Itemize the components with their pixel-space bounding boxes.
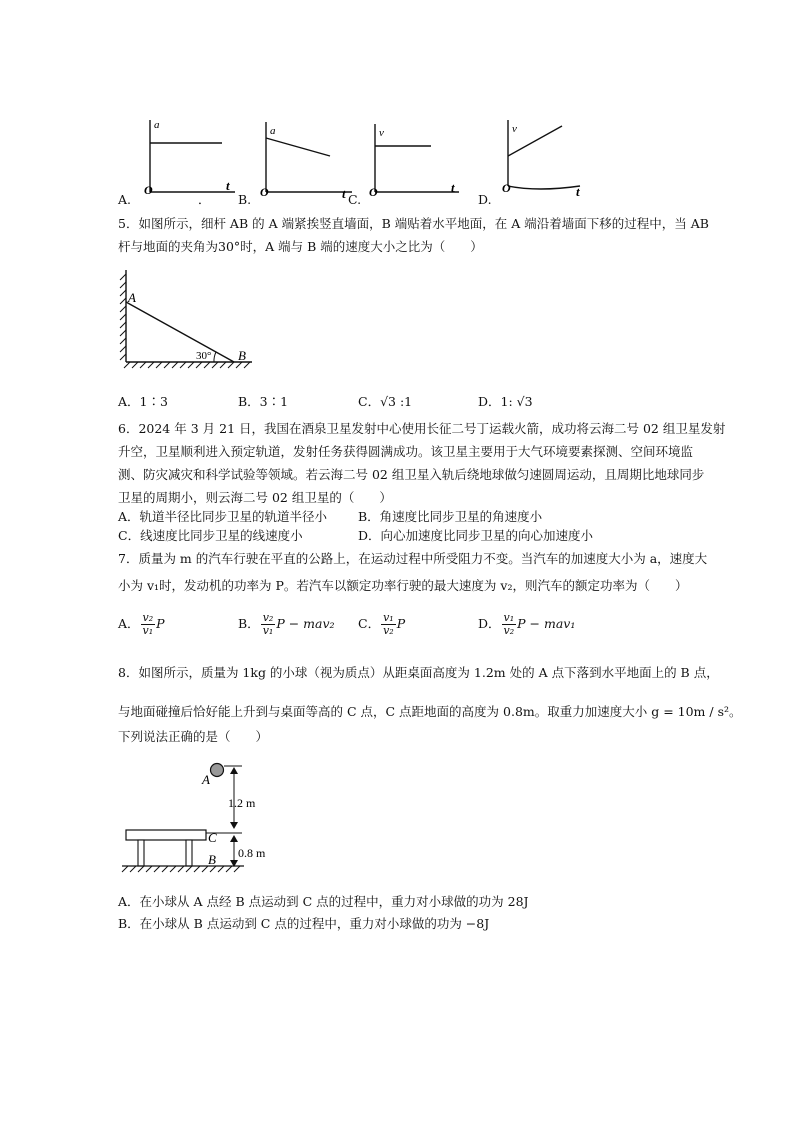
q7-option-b	[238, 612, 335, 637]
q4-option-c-letter: C.	[348, 192, 362, 207]
q7c-tail: P	[396, 616, 406, 631]
q4-graph-a	[140, 112, 240, 208]
q7d-fraction	[502, 612, 517, 637]
q5-figure	[116, 268, 256, 372]
q8-height-1: 1.2 m	[228, 796, 256, 810]
q7c-num: v₁	[383, 611, 394, 624]
q7a-den: v₁	[142, 624, 154, 637]
q6-stem-line3: 测、防灾减灾和科学试验等领域。若云海二号 02 组卫星入轨后绕地球做匀速圆周运动，且周期比地球同步	[118, 467, 705, 482]
q7a-fraction	[141, 612, 156, 637]
q6-stem-line4: 卫星的周期小，则云海二号 02 组卫星的（ ）	[118, 490, 392, 505]
q7d-num: v₁	[503, 611, 515, 624]
q4a-y-label: a	[154, 119, 160, 131]
q4-graph-c	[365, 120, 465, 208]
q5-option-b: B．3∶1	[238, 394, 289, 409]
q7-option-c	[358, 612, 405, 637]
q4-option-a-letter: A.	[118, 192, 132, 207]
q8-label-b: B	[208, 852, 216, 867]
q8-label-a: A	[202, 772, 210, 787]
q8-figure	[120, 756, 300, 878]
q7d-den: v₂	[503, 624, 515, 637]
q7a-num: v₂	[142, 611, 154, 624]
q7d-letter: D．	[478, 616, 501, 631]
q6-stem-line2: 升空，卫星顺利进入预定轨道，发射任务获得圆满成功。该卫星主要用于大气环境要素探测、空间环境监	[118, 444, 694, 459]
q7-option-a	[118, 612, 165, 637]
q4b-x-label: t	[342, 186, 346, 201]
q6-option-b: B．角速度比同步卫星的角速度小	[358, 509, 543, 524]
q6-option-c: C．线速度比同步卫星的线速度小	[118, 528, 303, 543]
q4c-origin: O	[369, 185, 378, 199]
q7c-fraction	[381, 612, 396, 637]
q5-option-d: D．1: √3	[478, 394, 533, 409]
q7-stem-line2: 小为 v₁时，发动机的功率为 P。若汽车以额定功率行驶的最大速度为 v₂，则汽车的额定功率为（ ）	[118, 578, 688, 593]
q4d-x-label: t	[576, 184, 580, 199]
q4-option-a-dot: ．	[198, 192, 211, 207]
q5-option-c: C．√3 :1	[358, 394, 413, 409]
q4-graph-b	[256, 118, 356, 208]
q4d-y-label: v	[512, 123, 517, 135]
q4a-origin: O	[144, 183, 153, 197]
q5-stem-line2: 杆与地面的夹角为30°时，A 端与 B 端的速度大小之比为（ ）	[118, 239, 483, 254]
q6-option-a: A．轨道半径比同步卫星的轨道半径小	[118, 509, 328, 524]
q8-option-b: B．在小球从 B 点运动到 C 点的过程中，重力对小球做的功为 −8J	[118, 916, 490, 931]
ball-icon	[211, 764, 224, 777]
q5-label-a: A	[128, 290, 136, 305]
q7b-fraction	[261, 612, 276, 637]
q8-stem-line1: 8．如图所示，质量为 1kg 的小球（视为质点）从距桌面高度为 1.2m 处的 A 点下落到水平地面上的 B 点，	[118, 665, 719, 680]
q4-option-d-letter: D.	[478, 192, 492, 207]
q5-angle-label: 30°	[196, 350, 212, 362]
q4-graph-d	[498, 116, 590, 202]
q8-option-a: A．在小球从 A 点经 B 点运动到 C 点的过程中，重力对小球做的功为 28J	[118, 894, 529, 909]
q7d-tail: P − mav₁	[517, 616, 576, 631]
q7-stem-line1: 7．质量为 m 的汽车行驶在平直的公路上，在运动过程中所受阻力不变。当汽车的加速度大小为 a，速度大	[118, 551, 708, 566]
q8-stem-line3: 下列说法正确的是（ ）	[118, 729, 269, 744]
q4b-y-label: a	[270, 125, 276, 137]
q8-stem-line2: 与地面碰撞后恰好能上升到与桌面等高的 C 点，C 点距地面的高度为 0.8m。取重力加速度大小 g = 10m / s²。	[118, 704, 742, 719]
q8-height-2: 0.8 m	[238, 846, 266, 860]
q7a-letter: A．	[118, 616, 140, 631]
q7c-den: v₂	[383, 624, 394, 637]
q7b-tail: P − mav₂	[276, 616, 335, 631]
q7c-letter: C．	[358, 616, 381, 631]
q4c-x-label: t	[451, 180, 455, 195]
q4-option-b-letter: B.	[238, 192, 252, 207]
q4c-y-label: v	[379, 127, 384, 139]
q6-stem-line1: 6．2024 年 3 月 21 日，我国在酒泉卫星发射中心使用长征二号丁运载火箭，成功将云海二号 02 组卫星发射	[118, 421, 726, 436]
q4b-origin: O	[260, 185, 269, 199]
q7b-num: v₂	[262, 611, 274, 624]
q7-option-d	[478, 612, 575, 637]
q5-stem-line1: 5．如图所示，细杆 AB 的 A 端紧挨竖直墙面，B 端贴着水平地面，在 A 端沿着墙面下移的过程中，当 AB	[118, 216, 709, 231]
q8-label-c: C	[208, 830, 217, 845]
q7b-den: v₁	[262, 624, 274, 637]
q4d-origin: O	[502, 181, 511, 195]
q4a-x-label: t	[226, 178, 230, 193]
q5-option-a: A．1∶3	[118, 394, 168, 409]
q6-option-d: D．向心加速度比同步卫星的向心加速度小	[358, 528, 594, 543]
q7a-tail: P	[156, 616, 165, 631]
q5-label-b: B	[238, 348, 246, 363]
q7b-letter: B．	[238, 616, 260, 631]
